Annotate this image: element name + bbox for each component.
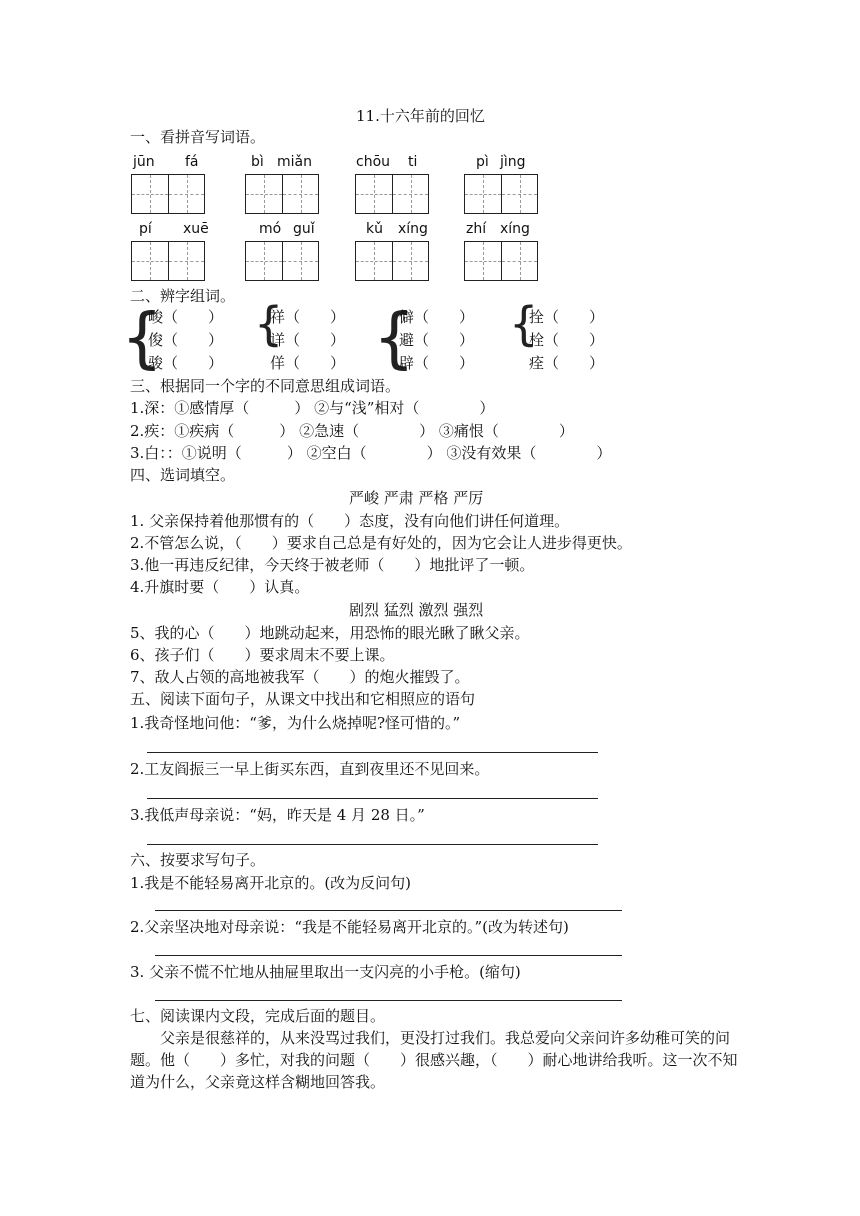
answer-line[interactable] [147, 752, 598, 753]
question-line: 6、孩子们（ ）要求周末不要上课。 [130, 646, 395, 664]
pinyin: miǎn [277, 154, 312, 170]
reading-passage: 父亲是很慈祥的，从来没骂过我们，更没打过我们。我总爱向父亲问许多幼稚可笑的问题。他（ ）多忙，对我的问题（ ）很感兴趣，（ ）耐心地讲给我听。这一次不知道为什么，父亲竟这样含糊地回答我。 [130, 1029, 738, 1091]
brace-icon: { [254, 297, 284, 351]
char-item: 详（ ） [270, 331, 346, 349]
question-line: 2.疾：①疾病（ ） ②急速（ ） ③痛恨（ ） [130, 422, 574, 440]
section-6-heading: 六、按要求写句子。 [130, 851, 266, 869]
pinyin: pí [139, 221, 152, 237]
writing-grid[interactable] [355, 174, 429, 214]
pinyin: guǐ [293, 221, 315, 237]
question-line: 3.我低声母亲说：“妈，昨天是 4 月 28 日。” [130, 806, 425, 824]
char-item: 佯（ ） [270, 354, 346, 372]
answer-line[interactable] [147, 798, 598, 799]
writing-grid[interactable] [131, 174, 205, 214]
pinyin: xíng [500, 221, 530, 237]
question-line: 2.父亲坚决地对母亲说：“我是不能轻易离开北京的。”(改为转述句) [130, 918, 569, 936]
writing-grid[interactable] [131, 241, 205, 281]
pinyin: jìng [500, 154, 526, 170]
brace-icon: { [509, 297, 539, 351]
pinyin: xuē [183, 221, 209, 237]
answer-line[interactable] [155, 955, 622, 956]
section-7-heading: 七、阅读课内文段，完成后面的题目。 [130, 1007, 386, 1025]
char-item: 痊（ ） [529, 354, 605, 372]
brace-icon: { [121, 299, 163, 376]
char-item: 栓（ ） [529, 331, 605, 349]
writing-grid[interactable] [464, 241, 538, 281]
char-item: 避（ ） [399, 331, 475, 349]
pinyin: xíng [398, 221, 428, 237]
pinyin: fá [185, 154, 199, 170]
answer-line[interactable] [147, 844, 598, 845]
pinyin: pì [476, 154, 489, 170]
question-line: 2.不管怎么说，（ ）要求自己总是有好处的，因为它会让人进步得更快。 [130, 534, 632, 552]
char-item: 僻（ ） [399, 308, 475, 326]
brace-icon: { [373, 299, 415, 376]
pinyin: kǔ [366, 221, 383, 237]
section-2-heading: 二、辨字组词。 [130, 287, 236, 305]
pinyin: mó [259, 221, 282, 237]
writing-grid[interactable] [464, 174, 538, 214]
writing-grid[interactable] [245, 174, 319, 214]
char-item: 祥（ ） [270, 308, 346, 326]
word-bank: 剧烈 猛烈 激烈 强烈 [349, 601, 484, 619]
char-item: 拴（ ） [529, 308, 605, 326]
section-4-heading: 四、选词填空。 [130, 466, 236, 484]
writing-grid[interactable] [245, 241, 319, 281]
pinyin: zhí [466, 221, 487, 237]
question-line: 3.白：：①说明（ ） ②空白（ ） ③没有效果（ ） [130, 444, 612, 462]
section-3-heading: 三、根据同一个字的不同意思组成词语。 [130, 377, 401, 395]
question-line: 4.升旗时要（ ）认真。 [130, 578, 310, 596]
answer-line[interactable] [155, 910, 622, 911]
question-line: 3. 父亲不慌不忙地从抽屉里取出一支闪亮的小手枪。(缩句) [130, 963, 521, 981]
question-line: 1.我是不能轻易离开北京的。(改为反问句) [130, 874, 412, 892]
pinyin: chōu [356, 154, 391, 170]
word-bank: 严峻 严肃 严格 严厉 [349, 489, 484, 507]
section-5-heading: 五、阅读下面句子，从课文中找出和它相照应的语句 [130, 690, 476, 708]
question-line: 3.他一再违反纪律，今天终于被老师（ ）地批评了一顿。 [130, 556, 535, 574]
page-title: 11.十六年前的回忆 [356, 107, 485, 125]
question-line: 5、我的心（ ）地跳动起来，用恐怖的眼光瞅了瞅父亲。 [130, 624, 530, 642]
writing-grid[interactable] [355, 241, 429, 281]
pinyin: ti [408, 154, 418, 170]
char-item: 辟（ ） [399, 354, 475, 372]
section-1-heading: 一、看拼音写词语。 [130, 128, 266, 146]
question-line: 7、敌人占领的高地被我军（ ）的炮火摧毁了。 [130, 668, 470, 686]
char-item: 峻（ ） [148, 308, 224, 326]
question-line: 1. 父亲保持着他那惯有的（ ）态度，没有向他们讲任何道理。 [130, 512, 570, 530]
char-item: 俊（ ） [148, 331, 224, 349]
char-item: 骏（ ） [148, 354, 224, 372]
pinyin: bì [251, 154, 264, 170]
question-line: 1.深：①感情厚（ ） ②与“浅”相对（ ） [130, 399, 495, 417]
answer-line[interactable] [155, 1000, 622, 1001]
question-line: 1.我奇怪地问他：“爹，为什么烧掉呢?怪可惜的。” [130, 714, 461, 732]
pinyin: jūn [133, 154, 155, 170]
question-line: 2.工友阎振三一早上街买东西，直到夜里还不见回来。 [130, 760, 490, 778]
